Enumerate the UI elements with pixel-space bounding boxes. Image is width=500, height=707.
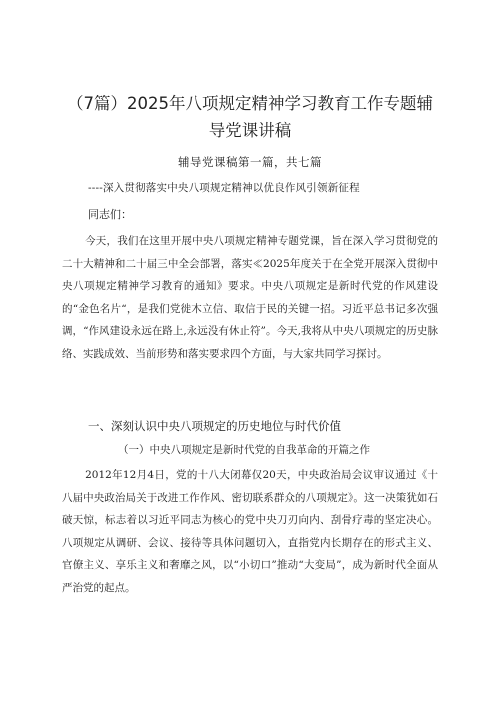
document-subtitle: 辅导党课稿第一篇，共七篇 (178, 155, 322, 169)
subsection-heading: （一）中央八项规定是新时代党的自我革命的开篇之作 (118, 444, 370, 456)
salutation: 同志们： (88, 208, 132, 221)
document-title: （7篇）2025年八项规定精神学习教育工作专题辅导党课讲稿 (67, 94, 433, 140)
paragraph-body: 2012年12月4日，党的十八大闭幕仅20天，中央政治局会议审议通过《十八届中央政治局关于改进工作作风、密切联系群众的八项规定》。这一决策犹如石破天惊，标志着以习近平同志为核心的党中央刀刃向内、刮骨疗毒的坚定决心。八项规定从调研、会议、接待等具体问题切入，直指党内长期存在的形式主义、官僚主义、享乐主义和奢靡之风，以“小切口”推动“大变局”，成为新时代全面从严治党的起点。 (62, 469, 438, 594)
paragraph-intro: 今天，我们在这里开展中央八项规定精神专题党课，旨在深入学习贯彻党的二十大精神和二十届三中全会部署，落实≪2025年度关于在全党开展深入贯彻中央八项规定精神学习教育的通知》要求。中央八项规定是新时代党的作风建设的“金色名片“，是我们党徙木立信、取信于民的关键一招。习近平总书记多次强调，“作风建设永远在路上,永远没有休止符”。今天,我将从中央八项规定的历史脉络、实践成效、当前形势和落实要求四个方面，与大家共同学习探讨。 (62, 235, 438, 360)
theme-line: ----深入贯彻落实中央八项规定精神以优良作风引领新征程 (88, 182, 360, 194)
section-heading: 一、深刻认识中央八项规定的历史地位与时代价值 (88, 419, 341, 433)
